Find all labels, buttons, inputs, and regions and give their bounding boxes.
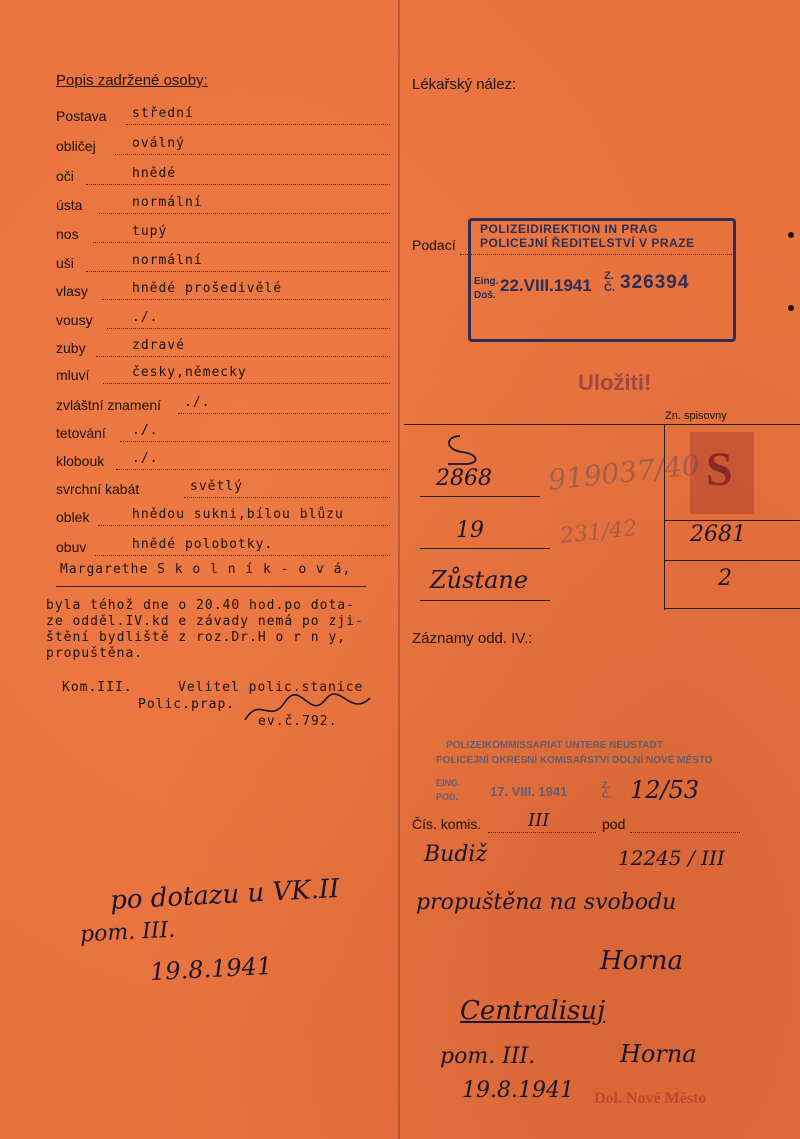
field-label: oči: [56, 168, 74, 184]
name-underline: [56, 586, 366, 587]
paragraph-line-1: byla téhož dne o 20.40 hod.po dota-: [46, 598, 355, 613]
field-dotted-line: [184, 497, 390, 498]
hand-signature-1: Horna: [600, 946, 684, 976]
edge-mark: [788, 305, 794, 311]
field-label: vlasy: [56, 283, 88, 299]
field-value: tupý: [132, 224, 168, 239]
pod-label: pod: [602, 816, 626, 832]
field-value: oválný: [132, 136, 185, 151]
ulozit-stamp: Uložiti!: [578, 370, 652, 395]
velitel-label: Velitel polic.stanice: [178, 680, 364, 695]
lekarsky-label: Lékařský nález:: [412, 76, 517, 93]
hand-budiz: Budiž: [424, 842, 488, 867]
field-dotted-line: [116, 469, 390, 470]
reg-rule: [420, 496, 540, 497]
field-value: normální: [132, 195, 203, 210]
komis-stamp-date: 17. VIII. 1941: [490, 784, 568, 799]
paragraph-line-4: propuštěna.: [46, 646, 144, 661]
field-label: mluví: [56, 367, 90, 383]
handwriting-date: 19.8.1941: [149, 951, 273, 987]
stamp-line-1: POLIZEIDIREKTION IN PRAG: [480, 222, 659, 236]
field-dotted-line: [86, 184, 390, 185]
paragraph-line-2: ze odděl.IV.kd e závady nemá po zji-: [46, 614, 364, 629]
komis-stamp-number: 12/53: [630, 776, 700, 804]
stamp-line-2: POLICEJNÍ ŘEDITELSTVÍ V PRAZE: [480, 236, 695, 250]
field-dotted-line: [102, 299, 390, 300]
komis-stamp-eing: EING.: [436, 778, 461, 788]
field-value: zdravé: [132, 338, 185, 353]
polic-prap-label: Polic.prap.: [138, 697, 236, 712]
reg-entry-3: Zůstane: [430, 566, 529, 594]
field-label: uši: [56, 255, 74, 271]
field-dotted-line: [96, 356, 390, 357]
hand-propustena: propuštěna na svobodu: [416, 890, 677, 915]
field-dotted-line: [115, 154, 390, 155]
field-dotted-line: [93, 242, 390, 243]
field-dotted-line: [98, 525, 390, 526]
kom-label: Kom.III.: [62, 680, 133, 695]
edge-mark: [788, 232, 794, 238]
zaznamy-label: Záznamy odd. IV.:: [412, 630, 533, 647]
field-value: normální: [132, 253, 203, 268]
hand-pom: pom. III.: [440, 1044, 536, 1069]
field-value: světlý: [190, 479, 243, 494]
field-label: Postava: [56, 108, 107, 124]
pod-value: 12245 / III: [618, 846, 725, 870]
signature-scribble: [240, 690, 380, 730]
field-label: ústa: [56, 197, 83, 213]
field-label: obličej: [56, 138, 96, 154]
podaci-label: Podací: [412, 237, 456, 253]
handwriting-note-1: po dotazu u VK.II: [109, 874, 341, 916]
field-value: ./.: [132, 423, 159, 438]
reg-rule: [420, 548, 550, 549]
field-label: klobouk: [56, 453, 105, 469]
field-value: ./.: [132, 451, 159, 466]
stamp-eing: Eing.: [474, 276, 499, 287]
field-dotted-line: [86, 271, 390, 272]
field-label: obuv: [56, 539, 87, 555]
ev-number: ev.č.792.: [258, 714, 338, 729]
handwriting-note-2: pom. III.: [79, 917, 176, 948]
field-dotted-line: [126, 124, 390, 125]
field-label: vousy: [56, 312, 93, 328]
grid-rule: [664, 520, 800, 521]
field-value: hnědé prošedivělé: [132, 281, 283, 296]
field-label: svrchní kabát: [56, 481, 140, 497]
field-value: hnědou sukni,bílou blůzu: [132, 507, 344, 522]
grid-rule: [664, 560, 800, 561]
field-label: oblek: [56, 509, 90, 525]
field-label: zuby: [56, 340, 86, 356]
komis-stamp-line-1: POLIZEIKOMMISSARIAT UNTERE NEUSTADT: [446, 740, 663, 751]
komis-stamp-pod: POD.: [436, 792, 459, 802]
komis-stamp-line-2: POLICEJNÍ OKRESNÍ KOMISAŘSTVÍ DOLNÍ NOVÉ MĚSTO: [436, 755, 713, 766]
field-dotted-line: [95, 555, 390, 556]
cis-komis-value: III: [528, 810, 550, 831]
field-value: hnědé: [132, 166, 177, 181]
grid-rule: [664, 608, 800, 609]
pod-line: [630, 832, 740, 833]
reg-entry-1: 2868: [436, 466, 492, 491]
left-heading: Popis zadržené osoby:: [56, 72, 208, 89]
field-dotted-line: [120, 441, 390, 442]
side-box-bottom: 2: [718, 566, 732, 591]
paragraph-line-3: štění bydliště z roz.Dr.H o r n y,: [46, 630, 347, 645]
field-value: hnědé polobotky.: [132, 537, 274, 552]
field-label: nos: [56, 226, 79, 242]
field-value: ./.: [132, 310, 159, 325]
field-dotted-line: [107, 328, 390, 329]
hand-signature-2: Horna: [620, 1040, 697, 1068]
side-box-top: 2681: [690, 522, 746, 547]
s-letter: S: [706, 443, 733, 496]
stamp-number: 326394: [620, 272, 690, 293]
center-fold: [398, 0, 400, 1139]
field-dotted-line: [103, 383, 390, 384]
hand-centralisuj: Centralisuj: [460, 996, 606, 1026]
stamp-zc: Z. Č.: [604, 270, 615, 294]
field-value: ./.: [184, 395, 211, 410]
hand-date-right: 19.8.1941: [462, 1078, 574, 1103]
name-line: Margarethe S k o l n í k - o v á,: [60, 562, 352, 577]
field-label: zvláštní znamení: [56, 397, 162, 413]
faint-number-1: 919037/40: [546, 448, 702, 497]
stamp-date: 22.VIII.1941: [500, 276, 592, 295]
red-stamp-text: Dol. Nové Město: [594, 1090, 707, 1107]
check-mark: [440, 430, 500, 466]
komis-stamp-zc: Z. Č.: [602, 780, 611, 800]
grid-rule: [404, 424, 800, 425]
stamp-dos: Doš.: [474, 290, 496, 301]
faint-number-2: 231/42: [558, 516, 639, 549]
reg-entry-2: 19: [456, 518, 484, 543]
field-dotted-line: [99, 213, 390, 214]
cis-komis-label: Čís. komis.: [412, 816, 482, 832]
zn-spisovny-label: Zn. spisovny: [665, 410, 727, 422]
field-value: česky,německy: [132, 365, 247, 380]
field-dotted-line: [178, 413, 390, 414]
field-value: střední: [132, 106, 194, 121]
cis-komis-line: [488, 832, 596, 833]
field-label: tetování: [56, 425, 106, 441]
reg-rule: [420, 600, 550, 601]
